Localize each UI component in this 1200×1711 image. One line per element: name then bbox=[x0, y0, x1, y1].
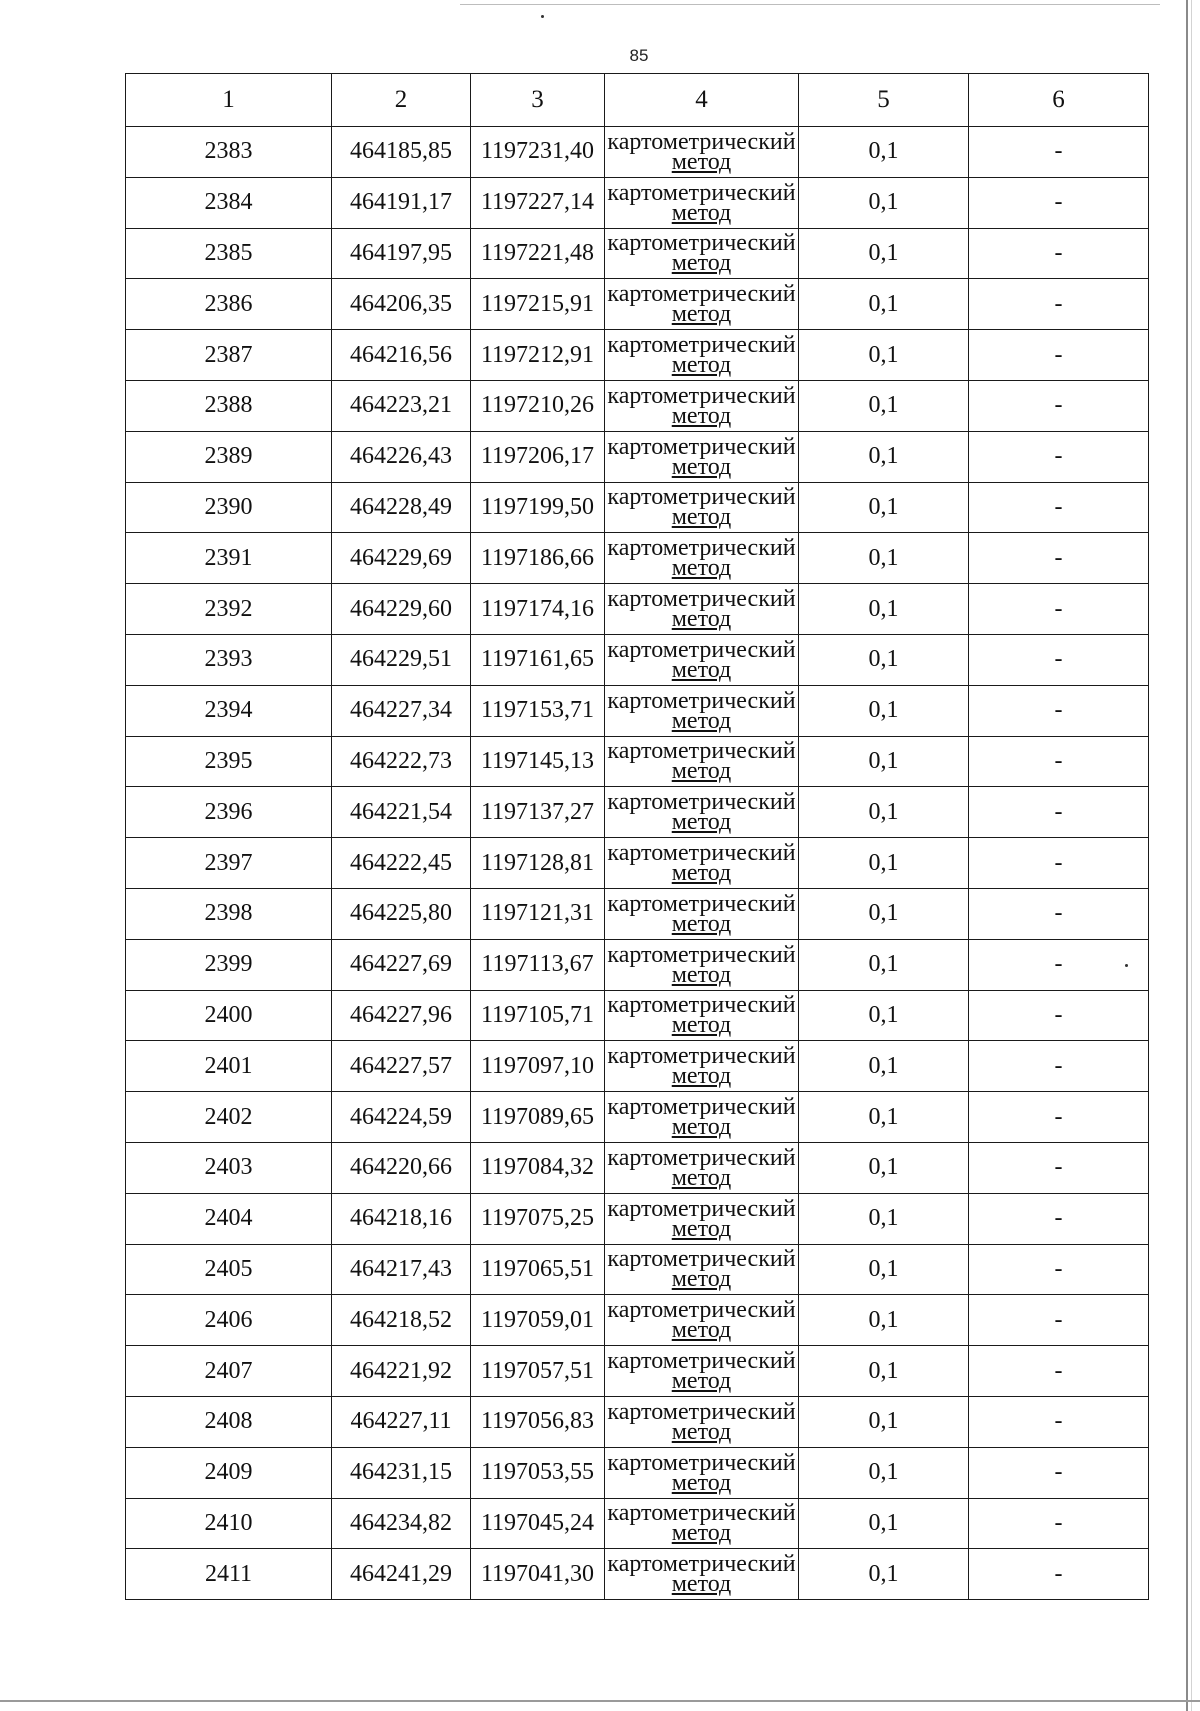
accuracy-cell: 0,1 bbox=[799, 1142, 969, 1193]
y-coordinate-cell: 1197137,27 bbox=[471, 787, 605, 838]
method-line-2: метод bbox=[671, 1012, 732, 1039]
point-number-cell: 2403 bbox=[126, 1142, 332, 1193]
header-cell: 1 bbox=[126, 74, 332, 127]
method-line-1: картометрический bbox=[607, 1551, 796, 1578]
table-row bbox=[126, 634, 1149, 685]
note-cell: - bbox=[969, 533, 1149, 584]
x-coordinate-cell: 464191,17 bbox=[332, 177, 471, 228]
method-cell bbox=[605, 1549, 799, 1600]
accuracy-cell: 0,1 bbox=[799, 1498, 969, 1549]
x-coordinate-cell: 464227,96 bbox=[332, 990, 471, 1041]
method-line-2: метод bbox=[671, 910, 732, 937]
table-row bbox=[126, 279, 1149, 330]
method-line-2: метод bbox=[671, 402, 732, 429]
method-line-2: метод bbox=[671, 1469, 732, 1496]
x-coordinate-cell: 464221,54 bbox=[332, 787, 471, 838]
method-cell bbox=[605, 990, 799, 1041]
note-cell: - bbox=[969, 431, 1149, 482]
accuracy-cell: 0,1 bbox=[799, 177, 969, 228]
table-row bbox=[126, 888, 1149, 939]
page-number: 85 bbox=[629, 46, 649, 65]
note-cell: - bbox=[969, 1092, 1149, 1143]
point-number-cell: 2409 bbox=[126, 1447, 332, 1498]
method-cell bbox=[605, 177, 799, 228]
note-cell: - bbox=[969, 330, 1149, 381]
table-row bbox=[126, 431, 1149, 482]
accuracy-cell: 0,1 bbox=[799, 1396, 969, 1447]
note-cell: - bbox=[969, 1142, 1149, 1193]
point-number-cell: 2385 bbox=[126, 228, 332, 279]
accuracy-cell: 0,1 bbox=[799, 990, 969, 1041]
point-number-cell: 2394 bbox=[126, 685, 332, 736]
header-cell: 2 bbox=[332, 74, 471, 127]
y-coordinate-cell: 1197059,01 bbox=[471, 1295, 605, 1346]
y-coordinate-cell: 1197053,55 bbox=[471, 1447, 605, 1498]
x-coordinate-cell: 464221,92 bbox=[332, 1346, 471, 1397]
y-coordinate-cell: 1197206,17 bbox=[471, 431, 605, 482]
method-cell bbox=[605, 939, 799, 990]
table-row bbox=[126, 1244, 1149, 1295]
table-row bbox=[126, 838, 1149, 889]
accuracy-cell: 0,1 bbox=[799, 584, 969, 635]
accuracy-cell: 0,1 bbox=[799, 127, 969, 178]
method-cell bbox=[605, 787, 799, 838]
x-coordinate-cell: 464197,95 bbox=[332, 228, 471, 279]
accuracy-cell: 0,1 bbox=[799, 736, 969, 787]
method-cell bbox=[605, 838, 799, 889]
method-line-2: метод bbox=[671, 961, 732, 988]
method-line-1: картометрический bbox=[607, 1449, 796, 1476]
y-coordinate-cell: 1197097,10 bbox=[471, 1041, 605, 1092]
x-coordinate-cell: 464217,43 bbox=[332, 1244, 471, 1295]
table-row bbox=[126, 685, 1149, 736]
accuracy-cell: 0,1 bbox=[799, 228, 969, 279]
x-coordinate-cell: 464218,16 bbox=[332, 1193, 471, 1244]
method-cell bbox=[605, 482, 799, 533]
point-number-cell: 2408 bbox=[126, 1396, 332, 1447]
note-cell: - bbox=[969, 736, 1149, 787]
accuracy-cell: 0,1 bbox=[799, 380, 969, 431]
method-line-2: метод bbox=[671, 1520, 732, 1547]
y-coordinate-cell: 1197075,25 bbox=[471, 1193, 605, 1244]
note-cell: - bbox=[969, 584, 1149, 635]
table-row bbox=[126, 1447, 1149, 1498]
table-row bbox=[126, 1193, 1149, 1244]
scan-edge-top bbox=[460, 4, 1160, 5]
x-coordinate-cell: 464222,45 bbox=[332, 838, 471, 889]
note-cell: - bbox=[969, 279, 1149, 330]
table-row bbox=[126, 380, 1149, 431]
y-coordinate-cell: 1197056,83 bbox=[471, 1396, 605, 1447]
note-cell: - bbox=[969, 1396, 1149, 1447]
x-coordinate-cell: 464228,49 bbox=[332, 482, 471, 533]
method-line-2: метод bbox=[671, 250, 732, 277]
note-cell: - bbox=[969, 482, 1149, 533]
point-number-cell: 2400 bbox=[126, 990, 332, 1041]
table-header-row bbox=[126, 74, 1149, 127]
y-coordinate-cell: 1197227,14 bbox=[471, 177, 605, 228]
y-coordinate-cell: 1197145,13 bbox=[471, 736, 605, 787]
note-cell: - bbox=[969, 380, 1149, 431]
point-number-cell: 2384 bbox=[126, 177, 332, 228]
x-coordinate-cell: 464223,21 bbox=[332, 380, 471, 431]
method-line-1: картометрический bbox=[607, 535, 796, 562]
table-row bbox=[126, 1346, 1149, 1397]
method-line-2: метод bbox=[671, 1114, 732, 1141]
method-line-2: метод bbox=[671, 301, 732, 328]
method-line-1: картометрический bbox=[607, 128, 796, 155]
method-line-2: метод bbox=[671, 758, 732, 785]
point-number-cell: 2398 bbox=[126, 888, 332, 939]
method-cell bbox=[605, 279, 799, 330]
header-cell: 5 bbox=[799, 74, 969, 127]
table-row bbox=[126, 330, 1149, 381]
point-number-cell: 2388 bbox=[126, 380, 332, 431]
method-line-1: картометрический bbox=[607, 1398, 796, 1425]
x-coordinate-cell: 464227,34 bbox=[332, 685, 471, 736]
point-number-cell: 2401 bbox=[126, 1041, 332, 1092]
point-number-cell: 2404 bbox=[126, 1193, 332, 1244]
point-number-cell: 2407 bbox=[126, 1346, 332, 1397]
note-cell: - bbox=[969, 1549, 1149, 1600]
accuracy-cell: 0,1 bbox=[799, 888, 969, 939]
note-cell: - bbox=[969, 787, 1149, 838]
accuracy-cell: 0,1 bbox=[799, 1244, 969, 1295]
x-coordinate-cell: 464226,43 bbox=[332, 431, 471, 482]
coordinates-table bbox=[125, 73, 1149, 1600]
x-coordinate-cell: 464227,69 bbox=[332, 939, 471, 990]
method-cell bbox=[605, 330, 799, 381]
accuracy-cell: 0,1 bbox=[799, 787, 969, 838]
accuracy-cell: 0,1 bbox=[799, 1346, 969, 1397]
method-line-1: картометрический bbox=[607, 1348, 796, 1375]
method-line-2: метод bbox=[671, 1571, 732, 1598]
method-cell bbox=[605, 1142, 799, 1193]
method-line-2: метод bbox=[671, 453, 732, 480]
y-coordinate-cell: 1197174,16 bbox=[471, 584, 605, 635]
method-cell bbox=[605, 736, 799, 787]
table-row bbox=[126, 1295, 1149, 1346]
method-line-1: картометрический bbox=[607, 433, 796, 460]
method-line-1: картометрический bbox=[607, 1195, 796, 1222]
method-line-1: картометрический bbox=[607, 738, 796, 765]
accuracy-cell: 0,1 bbox=[799, 685, 969, 736]
y-coordinate-cell: 1197231,40 bbox=[471, 127, 605, 178]
note-cell: - bbox=[969, 1041, 1149, 1092]
table-row bbox=[126, 736, 1149, 787]
table-row bbox=[126, 1041, 1149, 1092]
method-line-1: картометрический bbox=[607, 789, 796, 816]
method-line-1: картометрический bbox=[607, 1043, 796, 1070]
method-line-2: метод bbox=[671, 199, 732, 226]
note-cell: - bbox=[969, 685, 1149, 736]
header-cell: 4 bbox=[605, 74, 799, 127]
table-row bbox=[126, 482, 1149, 533]
table-row bbox=[126, 1549, 1149, 1600]
table-body bbox=[126, 127, 1149, 1600]
y-coordinate-cell: 1197065,51 bbox=[471, 1244, 605, 1295]
method-line-2: метод bbox=[671, 707, 732, 734]
method-line-1: картометрический bbox=[607, 840, 796, 867]
y-coordinate-cell: 1197128,81 bbox=[471, 838, 605, 889]
note-cell: - bbox=[969, 1447, 1149, 1498]
method-cell bbox=[605, 1193, 799, 1244]
table-row bbox=[126, 127, 1149, 178]
point-number-cell: 2411 bbox=[126, 1549, 332, 1600]
note-cell: - bbox=[969, 1498, 1149, 1549]
method-line-1: картометрический bbox=[607, 281, 796, 308]
note-cell: - bbox=[969, 838, 1149, 889]
method-line-2: метод bbox=[671, 1164, 732, 1191]
method-line-2: метод bbox=[671, 1368, 732, 1395]
x-coordinate-cell: 464216,56 bbox=[332, 330, 471, 381]
note-cell: - bbox=[969, 1295, 1149, 1346]
method-cell bbox=[605, 584, 799, 635]
method-cell bbox=[605, 1092, 799, 1143]
table-row bbox=[126, 1092, 1149, 1143]
y-coordinate-cell: 1197045,24 bbox=[471, 1498, 605, 1549]
y-coordinate-cell: 1197057,51 bbox=[471, 1346, 605, 1397]
method-cell bbox=[605, 1244, 799, 1295]
table-row bbox=[126, 1396, 1149, 1447]
method-line-1: картометрический bbox=[607, 484, 796, 511]
note-cell: - bbox=[969, 1193, 1149, 1244]
y-coordinate-cell: 1197186,66 bbox=[471, 533, 605, 584]
method-line-1: картометрический bbox=[607, 1297, 796, 1324]
method-line-1: картометрический bbox=[607, 382, 796, 409]
accuracy-cell: 0,1 bbox=[799, 1041, 969, 1092]
method-line-1: картометрический bbox=[607, 992, 796, 1019]
accuracy-cell: 0,1 bbox=[799, 1193, 969, 1244]
accuracy-cell: 0,1 bbox=[799, 482, 969, 533]
y-coordinate-cell: 1197210,26 bbox=[471, 380, 605, 431]
method-line-2: метод bbox=[671, 1266, 732, 1293]
method-cell bbox=[605, 127, 799, 178]
accuracy-cell: 0,1 bbox=[799, 838, 969, 889]
accuracy-cell: 0,1 bbox=[799, 939, 969, 990]
method-line-1: картометрический bbox=[607, 890, 796, 917]
method-line-2: метод bbox=[671, 606, 732, 633]
note-cell: - bbox=[969, 1346, 1149, 1397]
accuracy-cell: 0,1 bbox=[799, 330, 969, 381]
x-coordinate-cell: 464206,35 bbox=[332, 279, 471, 330]
note-cell: - bbox=[969, 634, 1149, 685]
method-cell bbox=[605, 1498, 799, 1549]
x-coordinate-cell: 464241,29 bbox=[332, 1549, 471, 1600]
point-number-cell: 2391 bbox=[126, 533, 332, 584]
x-coordinate-cell: 464229,69 bbox=[332, 533, 471, 584]
method-line-2: метод bbox=[671, 504, 732, 531]
scan-speck bbox=[541, 15, 544, 18]
x-coordinate-cell: 464229,60 bbox=[332, 584, 471, 635]
accuracy-cell: 0,1 bbox=[799, 279, 969, 330]
y-coordinate-cell: 1197161,65 bbox=[471, 634, 605, 685]
method-line-2: метод bbox=[671, 555, 732, 582]
table-row bbox=[126, 228, 1149, 279]
method-line-1: картометрический bbox=[607, 1246, 796, 1273]
method-cell bbox=[605, 1295, 799, 1346]
x-coordinate-cell: 464220,66 bbox=[332, 1142, 471, 1193]
accuracy-cell: 0,1 bbox=[799, 1549, 969, 1600]
method-line-2: метод bbox=[671, 1063, 732, 1090]
note-cell: - bbox=[969, 177, 1149, 228]
x-coordinate-cell: 464229,51 bbox=[332, 634, 471, 685]
y-coordinate-cell: 1197215,91 bbox=[471, 279, 605, 330]
note-cell: - bbox=[969, 990, 1149, 1041]
point-number-cell: 2387 bbox=[126, 330, 332, 381]
accuracy-cell: 0,1 bbox=[799, 431, 969, 482]
table-row bbox=[126, 939, 1149, 990]
point-number-cell: 2386 bbox=[126, 279, 332, 330]
method-cell bbox=[605, 1396, 799, 1447]
x-coordinate-cell: 464234,82 bbox=[332, 1498, 471, 1549]
method-cell bbox=[605, 1447, 799, 1498]
x-coordinate-cell: 464185,85 bbox=[332, 127, 471, 178]
x-coordinate-cell: 464218,52 bbox=[332, 1295, 471, 1346]
point-number-cell: 2392 bbox=[126, 584, 332, 635]
method-line-2: метод bbox=[671, 860, 732, 887]
y-coordinate-cell: 1197041,30 bbox=[471, 1549, 605, 1600]
method-cell bbox=[605, 888, 799, 939]
point-number-cell: 2405 bbox=[126, 1244, 332, 1295]
method-cell bbox=[605, 533, 799, 584]
y-coordinate-cell: 1197105,71 bbox=[471, 990, 605, 1041]
method-line-2: метод bbox=[671, 1418, 732, 1445]
method-cell bbox=[605, 431, 799, 482]
point-number-cell: 2389 bbox=[126, 431, 332, 482]
header-cell: 6 bbox=[969, 74, 1149, 127]
table-row bbox=[126, 584, 1149, 635]
note-cell: - bbox=[969, 888, 1149, 939]
method-cell bbox=[605, 380, 799, 431]
method-line-2: метод bbox=[671, 352, 732, 379]
method-cell bbox=[605, 685, 799, 736]
y-coordinate-cell: 1197212,91 bbox=[471, 330, 605, 381]
method-line-2: метод bbox=[671, 809, 732, 836]
method-line-1: картометрический bbox=[607, 586, 796, 613]
table-row bbox=[126, 990, 1149, 1041]
method-cell bbox=[605, 1346, 799, 1397]
method-line-1: картометрический bbox=[607, 687, 796, 714]
method-line-2: метод bbox=[671, 656, 732, 683]
y-coordinate-cell: 1197113,67 bbox=[471, 939, 605, 990]
table-row bbox=[126, 787, 1149, 838]
y-coordinate-cell: 1197121,31 bbox=[471, 888, 605, 939]
method-line-1: картометрический bbox=[607, 1500, 796, 1527]
point-number-cell: 2399 bbox=[126, 939, 332, 990]
accuracy-cell: 0,1 bbox=[799, 1447, 969, 1498]
y-coordinate-cell: 1197089,65 bbox=[471, 1092, 605, 1143]
point-number-cell: 2390 bbox=[126, 482, 332, 533]
method-line-2: метод bbox=[671, 148, 732, 175]
y-coordinate-cell: 1197221,48 bbox=[471, 228, 605, 279]
note-cell: - bbox=[969, 127, 1149, 178]
x-coordinate-cell: 464225,80 bbox=[332, 888, 471, 939]
point-number-cell: 2410 bbox=[126, 1498, 332, 1549]
x-coordinate-cell: 464224,59 bbox=[332, 1092, 471, 1143]
header-cell: 3 bbox=[471, 74, 605, 127]
method-cell bbox=[605, 1041, 799, 1092]
scan-edge-right-inner bbox=[1191, 0, 1192, 1711]
method-line-1: картометрический bbox=[607, 941, 796, 968]
method-line-1: картометрический bbox=[607, 1144, 796, 1171]
y-coordinate-cell: 1197199,50 bbox=[471, 482, 605, 533]
method-line-1: картометрический bbox=[607, 230, 796, 257]
x-coordinate-cell: 464227,11 bbox=[332, 1396, 471, 1447]
accuracy-cell: 0,1 bbox=[799, 1295, 969, 1346]
method-cell bbox=[605, 634, 799, 685]
x-coordinate-cell: 464222,73 bbox=[332, 736, 471, 787]
method-cell bbox=[605, 228, 799, 279]
method-line-2: метод bbox=[671, 1317, 732, 1344]
method-line-1: картометрический bbox=[607, 179, 796, 206]
y-coordinate-cell: 1197153,71 bbox=[471, 685, 605, 736]
note-cell: - bbox=[969, 1244, 1149, 1295]
x-coordinate-cell: 464227,57 bbox=[332, 1041, 471, 1092]
y-coordinate-cell: 1197084,32 bbox=[471, 1142, 605, 1193]
table-row bbox=[126, 1142, 1149, 1193]
method-line-1: картометрический bbox=[607, 332, 796, 359]
method-line-2: метод bbox=[671, 1215, 732, 1242]
point-number-cell: 2396 bbox=[126, 787, 332, 838]
method-line-1: картометрический bbox=[607, 1094, 796, 1121]
x-coordinate-cell: 464231,15 bbox=[332, 1447, 471, 1498]
point-number-cell: 2406 bbox=[126, 1295, 332, 1346]
point-number-cell: 2383 bbox=[126, 127, 332, 178]
scan-edge-right bbox=[1186, 0, 1188, 1711]
point-number-cell: 2397 bbox=[126, 838, 332, 889]
note-cell: - bbox=[969, 939, 1149, 990]
table-row bbox=[126, 533, 1149, 584]
table-row bbox=[126, 177, 1149, 228]
point-number-cell: 2402 bbox=[126, 1092, 332, 1143]
note-cell: - bbox=[969, 228, 1149, 279]
scan-edge-bottom bbox=[0, 1700, 1200, 1702]
table-row bbox=[126, 1498, 1149, 1549]
point-number-cell: 2393 bbox=[126, 634, 332, 685]
point-number-cell: 2395 bbox=[126, 736, 332, 787]
method-line-1: картометрический bbox=[607, 636, 796, 663]
accuracy-cell: 0,1 bbox=[799, 1092, 969, 1143]
accuracy-cell: 0,1 bbox=[799, 533, 969, 584]
accuracy-cell: 0,1 bbox=[799, 634, 969, 685]
